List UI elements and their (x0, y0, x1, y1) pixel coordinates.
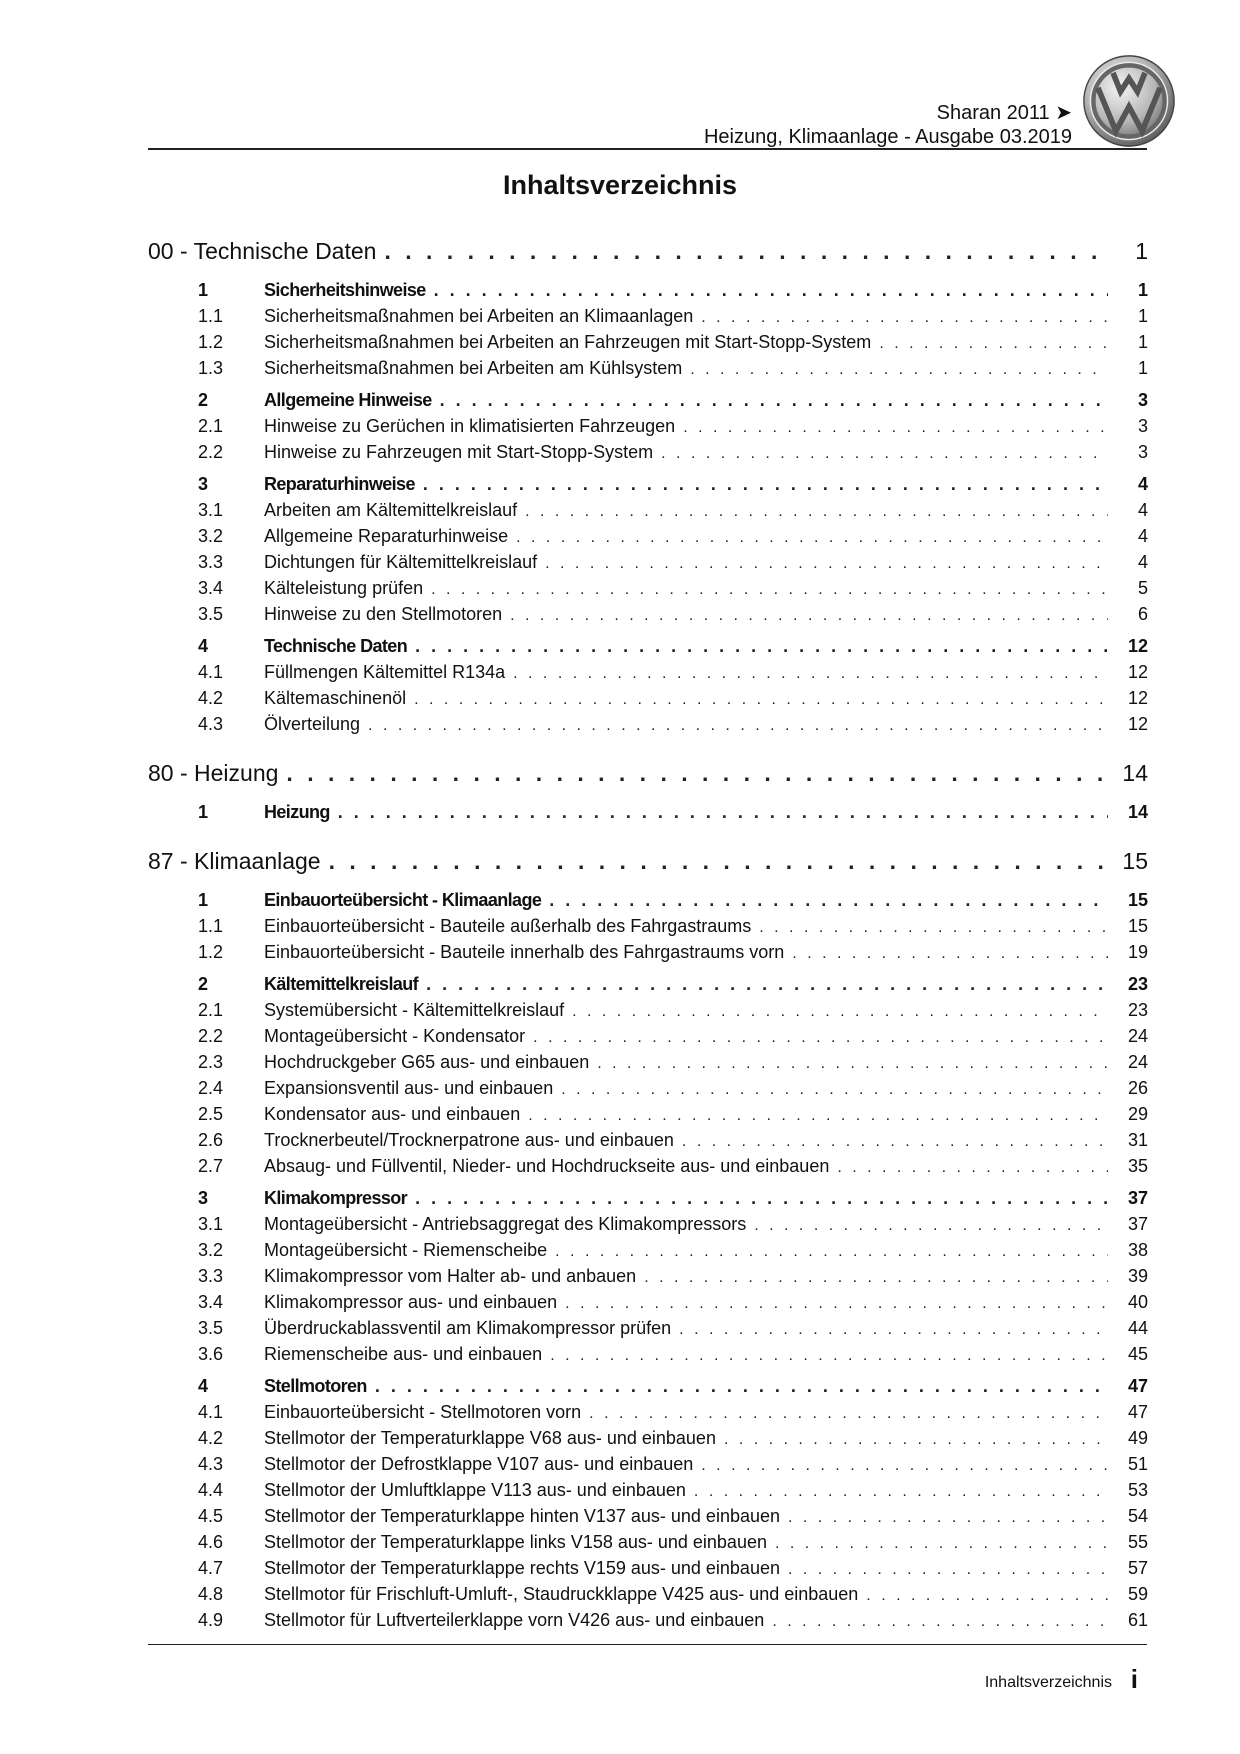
toc-page-number: 59 (1127, 1584, 1148, 1604)
toc-entry-title: Stellmotor für Luftverteilerklappe vorn V426 aus- und einbauen (264, 1610, 765, 1630)
toc-entry[interactable] (148, 390, 1148, 416)
toc-leader-dots (661, 445, 1108, 463)
toc-entry-title: Riemenscheibe aus- und einbauen (264, 1344, 543, 1364)
toc-entry[interactable] (148, 306, 1148, 332)
toc-leader-dots (426, 974, 1108, 995)
toc-leader-dots (516, 529, 1108, 547)
toc-entry-number: 4.6 (198, 1532, 224, 1552)
toc-page-number: 1 (1137, 280, 1148, 300)
toc-entry-title: Stellmotor für Frischluft-Umluft-, Staudruckklappe V425 aus- und einbauen (264, 1584, 859, 1604)
toc-entry-number: 4.2 (198, 688, 224, 708)
toc-entry-number: 2.2 (198, 1026, 224, 1046)
footer-page-number: i (1130, 1664, 1138, 1694)
table-of-contents (148, 238, 1148, 1636)
toc-entry-title: Kältemaschinenöl (264, 688, 407, 708)
toc-page-number: 38 (1127, 1240, 1148, 1260)
toc-leader-dots (866, 1587, 1108, 1605)
toc-entry-title: Stellmotor der Temperaturklappe V68 aus- und einbauen (264, 1428, 716, 1448)
toc-entry-number: 2.1 (198, 416, 224, 436)
toc-entry-number: 80 - Heizung (148, 760, 279, 786)
toc-entry[interactable] (148, 552, 1148, 578)
toc-entry[interactable] (148, 942, 1148, 968)
toc-page-number: 47 (1127, 1402, 1148, 1422)
toc-page-number: 40 (1127, 1292, 1148, 1312)
toc-entry[interactable] (148, 1584, 1148, 1610)
toc-entry[interactable] (148, 604, 1148, 630)
toc-leader-dots (683, 419, 1108, 437)
toc-entry-title: Allgemeine Reparaturhinweise (264, 526, 509, 546)
toc-leader-dots (644, 1269, 1108, 1287)
toc-leader-dots (533, 1029, 1108, 1047)
toc-entry-title: Arbeiten am Kältemittelkreislauf (264, 500, 518, 520)
toc-entry-number: 3.4 (198, 1292, 224, 1312)
toc-leader-dots (555, 1243, 1108, 1261)
toc-entry[interactable] (148, 474, 1148, 500)
toc-page-number: 4 (1137, 500, 1148, 520)
toc-entry-title: Füllmengen Kältemittel R134a (264, 662, 506, 682)
toc-leader-dots (792, 945, 1108, 963)
toc-entry[interactable] (148, 714, 1148, 740)
toc-entry[interactable] (148, 848, 1148, 884)
toc-leader-dots (423, 474, 1108, 495)
toc-page-number: 6 (1137, 604, 1148, 624)
toc-page-number: 15 (1122, 848, 1148, 874)
toc-leader-dots (338, 802, 1108, 823)
toc-entry-title: Kondensator aus- und einbauen (264, 1104, 521, 1124)
toc-entry-number: 4 (198, 1376, 209, 1396)
toc-entry[interactable] (148, 1188, 1148, 1214)
toc-entry-title: Einbauorteübersicht - Stellmotoren vorn (264, 1402, 582, 1422)
toc-leader-dots (589, 1405, 1108, 1423)
toc-entry[interactable] (148, 1214, 1148, 1240)
toc-entry[interactable] (148, 1318, 1148, 1344)
toc-entry-number: 4.3 (198, 714, 224, 734)
toc-entry[interactable] (148, 974, 1148, 1000)
toc-page-number: 44 (1127, 1318, 1148, 1338)
toc-entry-number: 1.3 (198, 358, 224, 378)
toc-entry-number: 2.1 (198, 1000, 224, 1020)
toc-leader-dots (679, 1321, 1108, 1339)
toc-entry[interactable] (148, 1052, 1148, 1078)
toc-entry[interactable] (148, 280, 1148, 306)
toc-entry-number: 4.2 (198, 1428, 224, 1448)
header-model: Sharan 2011 ➤ (936, 102, 1072, 124)
toc-entry[interactable] (148, 1344, 1148, 1370)
toc-page-number: 47 (1127, 1376, 1148, 1396)
toc-entry-number: 3 (198, 1188, 209, 1208)
toc-entry-number: 4.9 (198, 1610, 224, 1630)
toc-entry-title: Expansionsventil aus- und einbauen (264, 1078, 554, 1098)
toc-entry-number: 00 - Technische Daten (148, 238, 377, 264)
footer-label: Inhaltsverzeichnis (984, 1674, 1112, 1691)
toc-entry-number: 1 (198, 890, 209, 910)
toc-page-number: 37 (1127, 1188, 1148, 1208)
toc-leader-dots (682, 1133, 1108, 1151)
toc-page-number: 14 (1127, 802, 1148, 822)
toc-leader-dots (549, 890, 1108, 911)
toc-leader-dots (879, 335, 1108, 353)
footer-divider (148, 1644, 1147, 1645)
toc-page-number: 1 (1137, 358, 1148, 378)
toc-entry-number: 1 (198, 802, 209, 822)
toc-entry[interactable] (148, 1078, 1148, 1104)
toc-entry-title: Allgemeine Hinweise (264, 390, 432, 410)
toc-entry-number: 3.3 (198, 552, 224, 572)
toc-page-number: 45 (1127, 1344, 1148, 1364)
toc-page-number: 4 (1137, 552, 1148, 572)
toc-leader-dots (510, 607, 1108, 625)
toc-entry-title: Einbauorteübersicht - Bauteile innerhalb des Fahrgastraums vorn (264, 942, 785, 962)
toc-entry[interactable] (148, 1532, 1148, 1558)
toc-entry-number: 1.2 (198, 942, 224, 962)
toc-entry-number: 3 (198, 474, 209, 494)
toc-entry[interactable] (148, 1506, 1148, 1532)
toc-entry[interactable] (148, 1130, 1148, 1156)
toc-entry-number: 4 (198, 636, 209, 656)
toc-entry[interactable] (148, 1480, 1148, 1506)
toc-leader-dots (565, 1295, 1108, 1313)
toc-leader-dots (759, 919, 1108, 937)
toc-page-number: 1 (1137, 306, 1148, 326)
toc-page-number: 24 (1127, 1052, 1148, 1072)
toc-entry-title: Montageübersicht - Antriebsaggregat des Klimakompressors (264, 1214, 747, 1234)
toc-entry-number: 2.7 (198, 1156, 224, 1176)
toc-entry-number: 2.5 (198, 1104, 224, 1124)
toc-entry-title: Stellmotor der Temperaturklappe links V158 aus- und einbauen (264, 1532, 767, 1552)
toc-leader-dots (772, 1613, 1108, 1631)
toc-entry[interactable] (148, 1428, 1148, 1454)
toc-entry[interactable] (148, 1402, 1148, 1428)
toc-leader-dots (754, 1217, 1108, 1235)
toc-entry-title: Reparaturhinweise (264, 474, 415, 494)
toc-entry-number: 3.1 (198, 1214, 224, 1234)
toc-entry-number: 2.4 (198, 1078, 224, 1098)
header-edition: Heizung, Klimaanlage - Ausgabe 03.2019 (703, 126, 1072, 148)
toc-leader-dots (513, 665, 1108, 683)
toc-entry[interactable] (148, 636, 1148, 662)
toc-entry-number: 1 (198, 280, 209, 300)
toc-leader-dots (694, 1483, 1108, 1501)
toc-entry-title: Überdruckablassventil am Klimakompressor prüfen (264, 1318, 672, 1338)
toc-leader-dots (415, 636, 1108, 657)
toc-entry-title: Hinweise zu den Stellmotoren (264, 604, 503, 624)
toc-entry[interactable] (148, 688, 1148, 714)
toc-leader-dots (286, 760, 1108, 787)
toc-leader-dots (572, 1003, 1108, 1021)
toc-entry-title: Sicherheitsmaßnahmen bei Arbeiten an Fahrzeugen mit Start-Stopp-System (264, 332, 872, 352)
toc-leader-dots (440, 390, 1108, 411)
toc-entry-title: Absaug- und Füllventil, Nieder- und Hochdruckseite aus- und einbauen (264, 1156, 830, 1176)
toc-entry-number: 1.2 (198, 332, 224, 352)
toc-entry-title: Montageübersicht - Kondensator (264, 1026, 526, 1046)
toc-entry-number: 3.5 (198, 604, 224, 624)
toc-entry-number: 3.5 (198, 1318, 224, 1338)
toc-entry-title: Stellmotor der Defrostklappe V107 aus- und einbauen (264, 1454, 694, 1474)
toc-entry-number: 2 (198, 390, 209, 410)
toc-leader-dots (561, 1081, 1108, 1099)
toc-page-number: 24 (1127, 1026, 1148, 1046)
toc-page-number: 19 (1127, 942, 1148, 962)
toc-entry-title: Einbauorteübersicht - Klimaanlage (264, 890, 542, 910)
toc-page-number: 12 (1127, 714, 1148, 734)
toc-entry-number: 4.1 (198, 1402, 224, 1422)
toc-entry-number: 2 (198, 974, 209, 994)
toc-page-number: 1 (1135, 238, 1148, 264)
toc-page-number: 61 (1127, 1610, 1148, 1630)
toc-entry-number: 1.1 (198, 306, 224, 326)
toc-page-number: 23 (1127, 1000, 1148, 1020)
toc-entry[interactable] (148, 1558, 1148, 1584)
toc-entry-title: Klimakompressor (264, 1188, 408, 1208)
toc-entry-title: Klimakompressor vom Halter ab- und anbauen (264, 1266, 637, 1286)
toc-entry-title: Heizung (264, 802, 330, 822)
toc-entry[interactable] (148, 1240, 1148, 1266)
toc-page-number: 15 (1127, 916, 1148, 936)
toc-page-number: 5 (1137, 578, 1148, 598)
toc-entry-number: 2.6 (198, 1130, 224, 1150)
toc-leader-dots (431, 581, 1108, 599)
toc-page-number: 35 (1127, 1156, 1148, 1176)
toc-entry-number: 3.3 (198, 1266, 224, 1286)
toc-page-number: 23 (1127, 974, 1148, 994)
toc-entry-title: Ölverteilung (264, 714, 361, 734)
toc-entry-title: Dichtungen für Kältemittelkreislauf (264, 552, 538, 572)
header-divider (148, 148, 1147, 150)
toc-page-number: 51 (1127, 1454, 1148, 1474)
toc-entry-title: Technische Daten (264, 636, 408, 656)
toc-page-number: 54 (1127, 1506, 1148, 1526)
toc-entry-title: Stellmotor der Temperaturklappe rechts V159 aus- und einbauen (264, 1558, 780, 1578)
toc-page-number: 3 (1137, 416, 1148, 436)
toc-entry[interactable] (148, 1454, 1148, 1480)
toc-entry-title: Hinweise zu Fahrzeugen mit Start-Stopp-System (264, 442, 654, 462)
toc-entry-title: Sicherheitshinweise (264, 280, 426, 300)
toc-entry[interactable] (148, 1376, 1148, 1402)
toc-entry[interactable] (148, 760, 1148, 796)
toc-page-number: 29 (1127, 1104, 1148, 1124)
toc-entry[interactable] (148, 1026, 1148, 1052)
toc-entry[interactable] (148, 1104, 1148, 1130)
toc-entry-number: 3.1 (198, 500, 224, 520)
toc-leader-dots (414, 691, 1108, 709)
toc-leader-dots (788, 1561, 1108, 1579)
toc-page-number: 12 (1127, 688, 1148, 708)
toc-entry[interactable] (148, 332, 1148, 358)
toc-leader-dots (550, 1347, 1108, 1365)
toc-entry-number: 3.2 (198, 526, 224, 546)
toc-leader-dots (545, 555, 1108, 573)
toc-entry-number: 4.5 (198, 1506, 224, 1526)
toc-entry[interactable] (148, 442, 1148, 468)
toc-leader-dots (384, 238, 1108, 265)
toc-leader-dots (788, 1509, 1108, 1527)
toc-entry-title: Stellmotor der Temperaturklappe hinten V137 aus- und einbauen (264, 1506, 781, 1526)
vw-logo-icon (1082, 54, 1176, 148)
toc-entry[interactable] (148, 890, 1148, 916)
toc-entry-title: Systemübersicht - Kältemittelkreislauf (264, 1000, 565, 1020)
toc-entry-title: Stellmotor der Umluftklappe V113 aus- und einbauen (264, 1480, 686, 1500)
toc-entry[interactable] (148, 416, 1148, 442)
toc-entry-title: Einbauorteübersicht - Bauteile außerhalb des Fahrgastraums (264, 916, 752, 936)
toc-entry-title: Sicherheitsmaßnahmen bei Arbeiten am Kühlsystem (264, 358, 683, 378)
toc-entry-number: 3.2 (198, 1240, 224, 1260)
toc-entry-number: 2.3 (198, 1052, 224, 1072)
toc-leader-dots (528, 1107, 1108, 1125)
toc-entry-title: Trocknerbeutel/Trocknerpatrone aus- und einbauen (264, 1130, 674, 1150)
page-title: Inhaltsverzeichnis (502, 170, 738, 200)
toc-page-number: 3 (1137, 442, 1148, 462)
toc-entry-number: 4.7 (198, 1558, 224, 1578)
toc-leader-dots (597, 1055, 1108, 1073)
toc-entry-title: Stellmotoren (264, 1376, 367, 1396)
toc-leader-dots (375, 1376, 1108, 1397)
toc-leader-dots (701, 1457, 1108, 1475)
toc-entry[interactable] (148, 526, 1148, 552)
toc-page-number: 12 (1127, 636, 1148, 656)
toc-leader-dots (368, 717, 1108, 735)
toc-page-number: 39 (1127, 1266, 1148, 1286)
toc-leader-dots (690, 361, 1108, 379)
toc-entry-number: 4.4 (198, 1480, 224, 1500)
toc-page-number: 3 (1137, 390, 1148, 410)
toc-entry[interactable] (148, 662, 1148, 688)
toc-entry[interactable] (148, 1000, 1148, 1026)
toc-entry[interactable] (148, 578, 1148, 604)
toc-leader-dots (701, 309, 1108, 327)
toc-page-number: 15 (1127, 890, 1148, 910)
toc-page-number: 14 (1122, 760, 1148, 786)
toc-entry[interactable] (148, 1156, 1148, 1182)
toc-entry-title: Kälteleistung prüfen (264, 578, 424, 598)
toc-entry[interactable] (148, 1610, 1148, 1636)
toc-leader-dots (329, 848, 1108, 875)
toc-leader-dots (724, 1431, 1108, 1449)
toc-entry-title: Hochdruckgeber G65 aus- und einbauen (264, 1052, 590, 1072)
page-header (0, 0, 1240, 150)
toc-page-number: 55 (1127, 1532, 1148, 1552)
toc-entry-number: 3.4 (198, 578, 224, 598)
toc-entry-number: 87 - Klimaanlage (148, 848, 321, 874)
toc-entry-title: Sicherheitsmaßnahmen bei Arbeiten an Klimaanlagen (264, 306, 694, 326)
toc-leader-dots (837, 1159, 1108, 1177)
toc-entry[interactable] (148, 238, 1148, 274)
toc-page-number: 26 (1127, 1078, 1148, 1098)
toc-page-number: 4 (1137, 526, 1148, 546)
toc-entry[interactable] (148, 802, 1148, 828)
toc-entry-number: 4.8 (198, 1584, 224, 1604)
toc-entry-number: 4.1 (198, 662, 224, 682)
toc-entry[interactable] (148, 1292, 1148, 1318)
toc-entry[interactable] (148, 358, 1148, 384)
toc-leader-dots (775, 1535, 1108, 1553)
toc-entry[interactable] (148, 1266, 1148, 1292)
toc-entry-number: 4.3 (198, 1454, 224, 1474)
toc-entry-number: 1.1 (198, 916, 224, 936)
toc-page-number: 49 (1127, 1428, 1148, 1448)
toc-page-number: 1 (1137, 332, 1148, 352)
toc-page-number: 4 (1137, 474, 1148, 494)
toc-page-number: 53 (1127, 1480, 1148, 1500)
toc-entry[interactable] (148, 500, 1148, 526)
toc-entry-number: 3.6 (198, 1344, 224, 1364)
toc-page-number: 57 (1127, 1558, 1148, 1578)
toc-page-number: 31 (1127, 1130, 1148, 1150)
toc-leader-dots (434, 280, 1108, 301)
toc-entry-title: Montageübersicht - Riemenscheibe (264, 1240, 548, 1260)
toc-leader-dots (525, 503, 1108, 521)
toc-entry-title: Hinweise zu Gerüchen in klimatisierten Fahrzeugen (264, 416, 676, 436)
toc-entry-title: Klimakompressor aus- und einbauen (264, 1292, 558, 1312)
toc-page-number: 37 (1127, 1214, 1148, 1234)
toc-leader-dots (415, 1188, 1108, 1209)
toc-page-number: 12 (1127, 662, 1148, 682)
toc-entry-number: 2.2 (198, 442, 224, 462)
toc-entry[interactable] (148, 916, 1148, 942)
toc-entry-title: Kältemittelkreislauf (264, 974, 419, 994)
